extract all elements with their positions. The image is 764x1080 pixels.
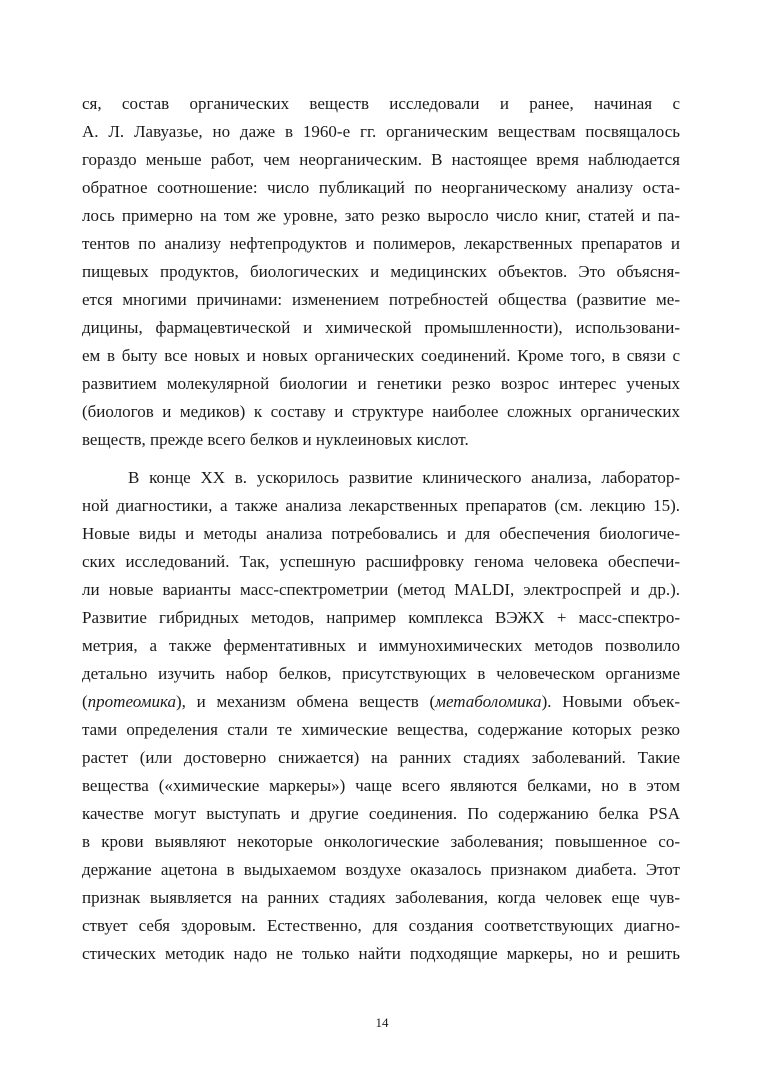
italic-term-metabolomics: метаболомика	[435, 692, 542, 711]
page-number: 14	[375, 1015, 389, 1030]
text-line: обратное соотношение: число публикаций по неорганическому анализу оста-	[82, 178, 680, 197]
text-line: В конце XX в. ускорилось развитие клинического анализа, лаборатор-	[128, 468, 680, 487]
text-segment: ), и механизм обмена веществ (	[176, 692, 436, 711]
text-line: метрия, а также ферментативных и иммунохимических методов позволило	[82, 636, 680, 655]
text-line: веществ, прежде всего белков и нуклеиновых кислот.	[82, 430, 469, 449]
text-line: лось примерно на том же уровне, зато резко выросло число книг, статей и па-	[82, 206, 680, 225]
text-line: ли новые варианты масс-спектрометрии (метод MALDI, электроспрей и др.).	[82, 580, 680, 599]
text-line: ствует себя здоровым. Естественно, для создания соответствующих диагно-	[82, 916, 680, 935]
text-line: ских исследований. Так, успешную расшифровку генома человека обеспечи-	[82, 552, 680, 571]
text-line: ется многими причинами: изменением потребностей общества (развитие ме-	[82, 290, 680, 309]
text-line: тентов по анализу нефтепродуктов и полимеров, лекарственных препаратов и	[82, 234, 680, 253]
text-line: Новые виды и методы анализа потребовались и для обеспечения биологиче-	[82, 524, 680, 543]
text-line: гораздо меньше работ, чем неорганическим. В настоящее время наблюдается	[82, 150, 680, 169]
text-line: растет (или достоверно снижается) на ранних стадиях заболеваний. Такие	[82, 748, 680, 767]
text-line: Развитие гибридных методов, например комплекса ВЭЖХ + масс-спектро-	[82, 608, 680, 627]
text-line: стических методик надо не только найти подходящие маркеры, но и решить	[82, 944, 680, 963]
text-line: вещества («химические маркеры») чаще всего являются белками, но в этом	[82, 776, 680, 795]
text-line: тами определения стали те химические вещества, содержание которых резко	[82, 720, 680, 739]
text-line: детально изучить набор белков, присутствующих в человеческом организме	[82, 664, 680, 683]
text-line: А. Л. Лавуазье, но даже в 1960-е гг. органическим веществам посвящалось	[82, 122, 680, 141]
text-segment: ). Новыми объек-	[541, 692, 680, 711]
text-line: дицины, фармацевтической и химической промышленности), использовани-	[82, 318, 680, 337]
text-line: в крови выявляют некоторые онкологические заболевания; повышенное со-	[82, 832, 680, 851]
text-line: ной диагностики, а также анализа лекарственных препаратов (см. лекцию 15).	[82, 496, 680, 515]
italic-term-proteomics: протеомика	[87, 692, 177, 711]
text-line: качестве могут выступать и другие соединения. По содержанию белка PSA	[82, 804, 680, 823]
text-segment: (	[82, 692, 88, 711]
text-line: признак выявляется на ранних стадиях заболевания, когда человек еще чув-	[82, 888, 680, 907]
text-line: ся, состав органических веществ исследовали и ранее, начиная с	[82, 94, 680, 113]
text-line: (биологов и медиков) к составу и структуре наиболее сложных органических	[82, 402, 680, 421]
text-line: держание ацетона в выдыхаемом воздухе оказалось признаком диабета. Этот	[82, 860, 680, 879]
text-line: пищевых продуктов, биологических и медицинских объектов. Это объясня-	[82, 262, 680, 281]
text-line	[82, 688, 680, 716]
text-line: ем в быту все новых и новых органических соединений. Кроме того, в связи с	[82, 346, 680, 365]
text-line: развитием молекулярной биологии и генетики резко возрос интерес ученых	[82, 374, 680, 393]
